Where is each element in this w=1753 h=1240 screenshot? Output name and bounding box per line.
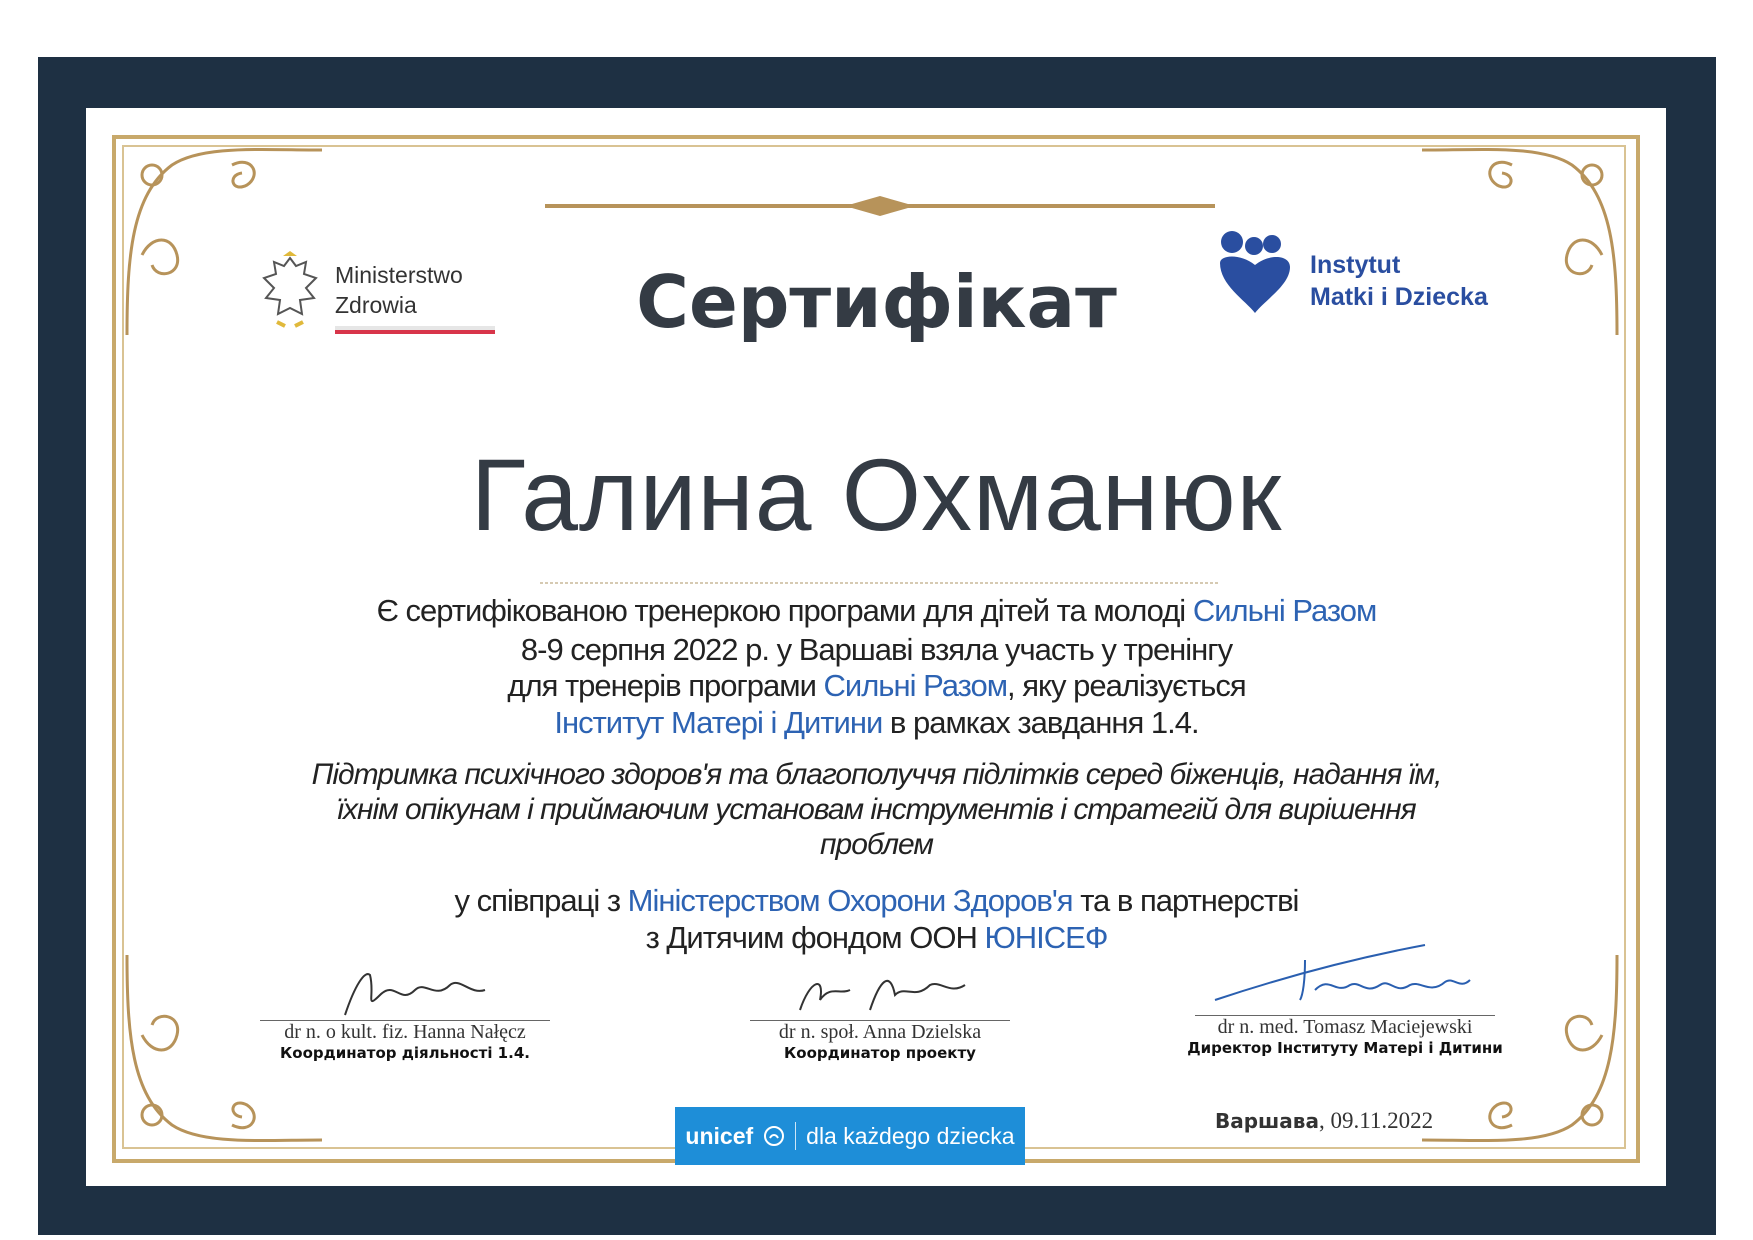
signature-block-3	[1175, 940, 1515, 1057]
body-line-4-post: в рамках завдання 1.4.	[882, 705, 1199, 740]
issue-date: 09.11.2022	[1330, 1108, 1434, 1133]
unicef-separator	[795, 1122, 796, 1150]
body-line-3	[0, 668, 1753, 704]
signatory-role-3: Директор Інституту Матері і Дитини	[1187, 1039, 1503, 1057]
ministry-highlight: Міністерством Охорони Здоров'я	[627, 883, 1073, 918]
signature-handwriting-1	[305, 965, 505, 1020]
task-description-line-3: проблем	[820, 828, 933, 861]
body-line-5-post: та в партнерстві	[1072, 883, 1299, 918]
unicef-highlight: ЮНІСЕФ	[984, 920, 1108, 955]
task-description-line-2: їхнім опікунам і приймаючим установам інструментів і стратегій для вирішення	[337, 793, 1416, 826]
unicef-brand: unicef	[685, 1122, 754, 1149]
recipient-name: Галина Охманюк	[470, 438, 1283, 552]
unicef-tagline: dla każdego dziecka	[806, 1122, 1015, 1149]
body-line-1	[0, 593, 1753, 629]
body-line-6-text: з Дитячим фондом ООН	[645, 920, 985, 955]
place: Варшава	[1215, 1109, 1319, 1133]
body-line-2: 8-9 серпня 2022 р. у Варшаві взяла участь у тренінгу	[520, 632, 1233, 667]
institute-name-line2: Matki i Dziecka	[1310, 283, 1488, 311]
ornament-divider-name	[540, 578, 1220, 588]
task-description-line-1: Підтримка психічного здоров'я та благополуччя підлітків серед біженців, надання їм,	[311, 758, 1442, 791]
body-line-3-post: , яку реалізується	[1007, 668, 1246, 703]
body-line-3-text: для тренерів програми	[507, 668, 824, 703]
ministry-name-line1: Ministerstwo	[335, 262, 463, 288]
signatory-name-2: dr n. społ. Anna Dzielska	[778, 1021, 982, 1043]
body-line-5	[0, 883, 1753, 919]
signature-block-1	[255, 965, 555, 1062]
program-name-highlight: Сильні Разом	[1192, 593, 1377, 628]
signature-handwriting-2	[780, 965, 980, 1020]
institute-highlight: Інститут Матері і Дитини	[554, 705, 883, 740]
body-line-1-text: Є сертифікованою тренеркою програми для дітей та молоді	[376, 593, 1193, 628]
signatory-role-1: Координатор діяльності 1.4.	[280, 1044, 530, 1062]
place-date-comma: ,	[1318, 1108, 1331, 1133]
program-name-highlight: Сильні Разом	[823, 668, 1008, 703]
ornament-divider-top	[545, 196, 1215, 216]
signature-handwriting-3	[1195, 940, 1495, 1015]
unicef-globe-icon	[763, 1125, 785, 1147]
signature-block-2	[735, 965, 1025, 1062]
signatory-name-3: dr n. med. Tomasz Maciejewski	[1217, 1016, 1473, 1038]
certificate-title: Сертифікат	[636, 260, 1117, 344]
unicef-banner	[675, 1107, 1025, 1165]
signatory-role-2: Координатор проекту	[784, 1044, 976, 1062]
institute-name-line1: Instytut	[1310, 251, 1401, 279]
place-date	[1215, 1108, 1433, 1134]
ministry-name-line2: Zdrowia	[335, 292, 417, 318]
signatory-name-1: dr n. o kult. fiz. Hanna Nałęcz	[284, 1021, 526, 1043]
body-line-5-text: у співпраці з	[454, 883, 628, 918]
body-line-4	[0, 705, 1753, 741]
